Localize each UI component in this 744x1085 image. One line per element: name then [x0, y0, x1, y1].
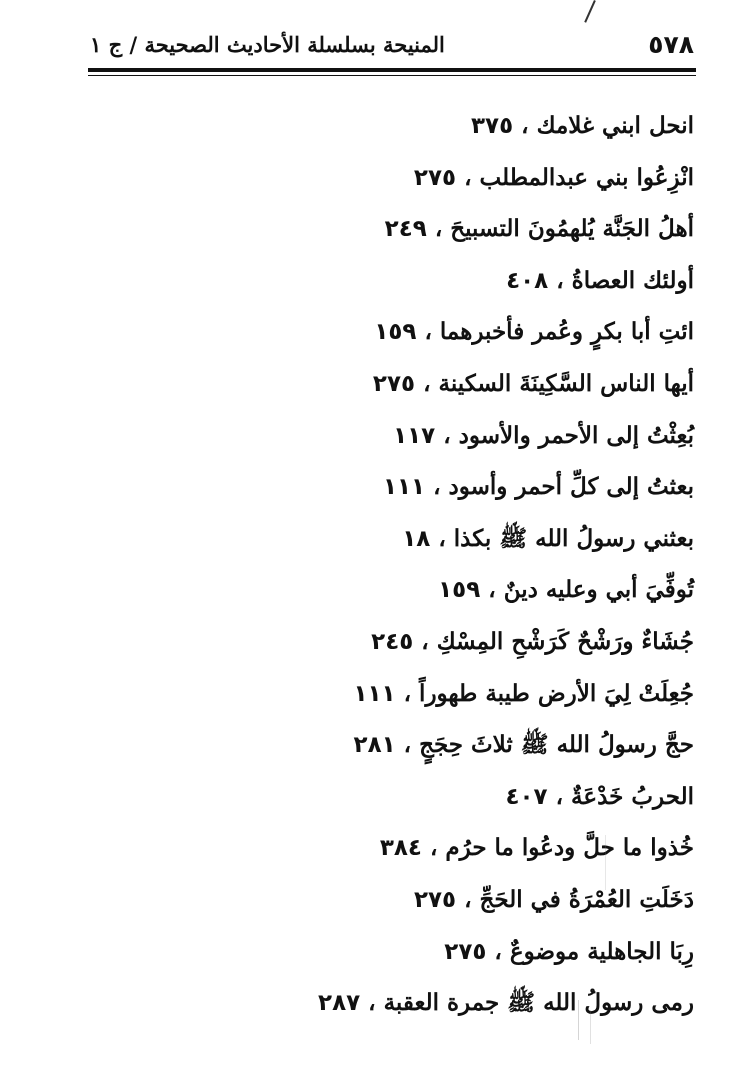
index-entry	[134, 155, 694, 207]
entry-text: بعثني رسولُ الله ﷺ بكذا ،	[438, 524, 694, 552]
entry-page-number: ٢٨٧	[318, 990, 361, 1017]
index-entry	[134, 361, 694, 413]
entry-text: دَخَلَتِ العُمْرَةُ في الحَجِّ ،	[464, 885, 694, 913]
entry-page-number: ١٥٩	[438, 577, 481, 604]
index-entry	[134, 103, 694, 155]
entry-text: أيها الناس السَّكِينَةَ السكينة ،	[423, 369, 694, 397]
index-entry	[134, 206, 694, 258]
hadith-index-list	[134, 103, 694, 1032]
entry-text: ائتِ أبا بكرٍ وعُمر فأخبرهما ،	[424, 318, 694, 346]
index-entry	[134, 413, 694, 465]
entry-page-number: ٤٠٧	[505, 783, 548, 810]
entry-page-number: ٢٧٥	[372, 370, 416, 397]
entry-text: رمى رسولُ الله ﷺ جمرة العقبة ،	[368, 989, 694, 1017]
index-entry	[134, 258, 694, 310]
entry-page-number: ٣٨٤	[379, 835, 422, 862]
entry-text: خُذوا ما حلَّ ودعُوا ما حرُم ،	[429, 834, 694, 862]
index-entry	[134, 980, 694, 1032]
entry-text: الحربُ خَدْعَةٌ ،	[555, 782, 694, 810]
entry-page-number: ٢٧٥	[413, 886, 457, 913]
entry-page-number: ٢٤٩	[384, 216, 427, 243]
entry-text: جُشَاءٌ ورَشْحٌ كَرَشْحِ المِسْكِ ،	[421, 627, 694, 655]
page-header	[90, 28, 694, 64]
scan-mark	[584, 0, 596, 23]
entry-text: بعثتُ إلى كلِّ أحمر وأسود ،	[433, 473, 694, 501]
running-title: المنيحة بسلسلة الأحاديث الصحيحة / ج ١	[90, 32, 445, 57]
scan-artifact	[578, 1000, 579, 1040]
entry-page-number: ٣٧٥	[471, 113, 514, 139]
entry-page-number: ٢٧٥	[413, 164, 457, 191]
index-entry	[134, 567, 694, 619]
entry-text: بُعِثْتُ إلى الأحمر والأسود ،	[443, 421, 694, 449]
entry-text: حجَّ رسولُ الله ﷺ ثلاثَ حِجَجٍ ،	[403, 731, 694, 759]
entry-page-number: ٤٠٨	[506, 267, 549, 294]
header-rule-thick	[88, 68, 696, 72]
index-entry	[134, 309, 694, 361]
entry-text: انْزِعُوا بني عبدالمطلب ،	[464, 163, 694, 191]
entry-page-number: ١١٧	[393, 422, 436, 449]
index-entry	[134, 825, 694, 877]
entry-text: أهلُ الجَنَّة يُلهمُونَ التسبيحَ ،	[434, 215, 694, 243]
scan-artifact	[605, 835, 606, 890]
scan-artifact	[590, 1010, 591, 1044]
index-entry	[134, 929, 694, 981]
entry-page-number: ٢٨١	[353, 732, 396, 759]
entry-text: أولئك العصاةُ ،	[556, 266, 694, 294]
page-number: ٥٧٨	[648, 30, 694, 59]
index-entry	[134, 722, 694, 774]
entry-text: جُعِلَتْ لِيَ الأرض طيبة طهوراً ،	[403, 679, 694, 707]
entry-page-number: ١٨	[402, 525, 431, 552]
entry-page-number: ٢٧٥	[444, 938, 487, 965]
index-entry	[134, 774, 694, 826]
index-entry	[134, 877, 694, 929]
entry-page-number: ١١١	[382, 474, 426, 501]
entry-page-number: ٢٤٥	[371, 628, 414, 655]
index-entry	[134, 671, 694, 723]
entry-page-number: ١١١	[353, 680, 396, 707]
entry-text: انحل ابني غلامك ،	[521, 112, 694, 139]
entry-page-number: ١٥٩	[374, 319, 417, 346]
index-entry	[134, 516, 694, 568]
header-rule-thin	[88, 75, 696, 76]
index-entry	[134, 464, 694, 516]
entry-text: رِبَا الجاهلية موضوعٌ ،	[494, 937, 694, 965]
entry-text: تُوفِّيَ أبي وعليه دينٌ ،	[488, 576, 694, 604]
index-entry	[134, 619, 694, 671]
